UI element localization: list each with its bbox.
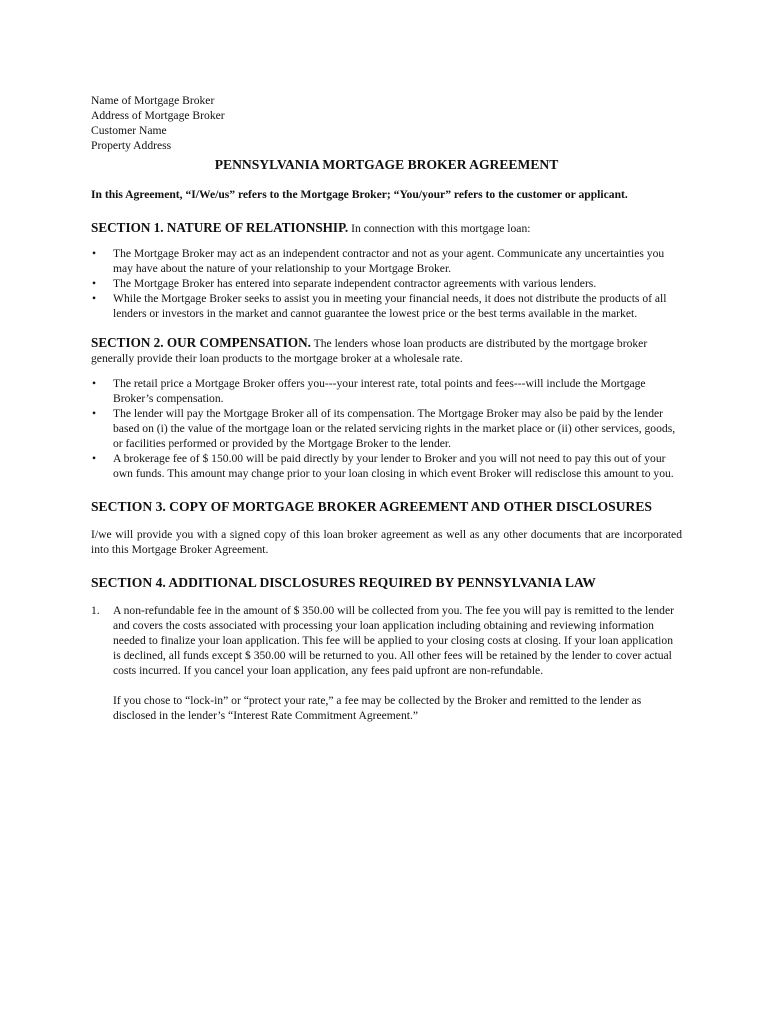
section-2 [91,335,682,366]
bullet-icon: • [92,377,97,390]
section-3-body: I/we will provide you with a signed copy of this loan broker agreement as well as any other documents that are incorporated into this Mortgage Broker Agreement. [91,528,682,556]
broker-name: Name of Mortgage Broker [91,94,215,107]
section-1-heading: SECTION 1. NATURE OF RELATIONSHIP. [91,220,349,235]
list-item: • While the Mortgage Broker seeks to assist you in meeting your financial needs, it does not distribute the products of all lenders or investors in the market and cannot guarantee the lowest price or the best terms available in the market. [92,292,667,320]
section-1-bullets [91,246,682,321]
bullet-icon: • [92,292,97,305]
list-item: • The Mortgage Broker has entered into separate independent contractor agreements with various lenders. [92,277,597,290]
section-2-lead: The lenders whose loan products are distributed by the mortgage broker generally provide their loan products to the mortgage broker at a wholesale rate. [91,337,648,365]
broker-address: Address of Mortgage Broker [91,109,225,122]
bullet-icon: • [92,452,97,465]
item-text: A non-refundable fee in the amount of $ 350.00 will be collected from you. The fee you will pay is remitted to the lender and covers the costs associated with processing your loan application including obtaining and reviewing information needed to finalize your loan application. This fee will be applied to your closing costs at closing. If your loan application is declined, all funds except $ 350.00 will be returned to you. All other fees will be retained by the lender to cover actual costs incurred. If you cancel your loan application, any fees paid upfront are non-refundable. [113,604,674,677]
list-item: • The Mortgage Broker may act as an independent contractor and not as your agent. Communicate any uncertainties you may have about the nature of your relationship to your Mortgage Broker. [92,247,665,275]
property-address: Property Address [91,139,172,152]
bullet-icon: • [92,247,97,260]
section-3-heading: SECTION 3. COPY OF MORTGAGE BROKER AGREEMENT AND OTHER DISCLOSURES [91,499,652,514]
document-title: PENNSYLVANIA MORTGAGE BROKER AGREEMENT [214,157,559,172]
intro-paragraph: In this Agreement, “I/We/us” refers to the Mortgage Broker; “You/your” refers to the customer or applicant. [91,188,628,201]
header-block [91,93,682,153]
section-2-bullets [91,376,682,481]
list-item: • The retail price a Mortgage Broker offers you---your interest rate, total points and fees---will include the Mortgage Broker’s compensation. [92,377,646,405]
section-2-heading: SECTION 2. OUR COMPENSATION. [91,335,311,350]
section-4-list [91,603,682,678]
lock-in-paragraph: If you chose to “lock-in” or “protect your rate,” a fee may be collected by the Broker and remitted to the lender as disclosed in the lender’s “Interest Rate Commitment Agreement.” [113,694,642,722]
section-1 [91,220,682,236]
item-number: 1. [91,604,100,617]
section-1-lead: In connection with this mortgage loan: [351,222,531,235]
list-item: • A brokerage fee of $ 150.00 will be paid directly by your lender to Broker and you will not need to pay this out of your own funds. This amount may change prior to your loan closing in which event Broker will redisclose this amount to you. [92,452,674,480]
bullet-icon: • [92,407,97,420]
list-item [91,603,682,678]
bullet-icon: • [92,277,97,290]
section-4-heading: SECTION 4. ADDITIONAL DISCLOSURES REQUIRED BY PENNSYLVANIA LAW [91,575,596,590]
list-item: • The lender will pay the Mortgage Broker all of its compensation. The Mortgage Broker may also be paid by the lender based on (i) the value of the mortgage loan or the related servicing rights in the market place or (ii) other services, goods, or facilities performed or provided by the Mortgage Broker to the lender. [92,407,676,450]
customer-name: Customer Name [91,124,167,137]
